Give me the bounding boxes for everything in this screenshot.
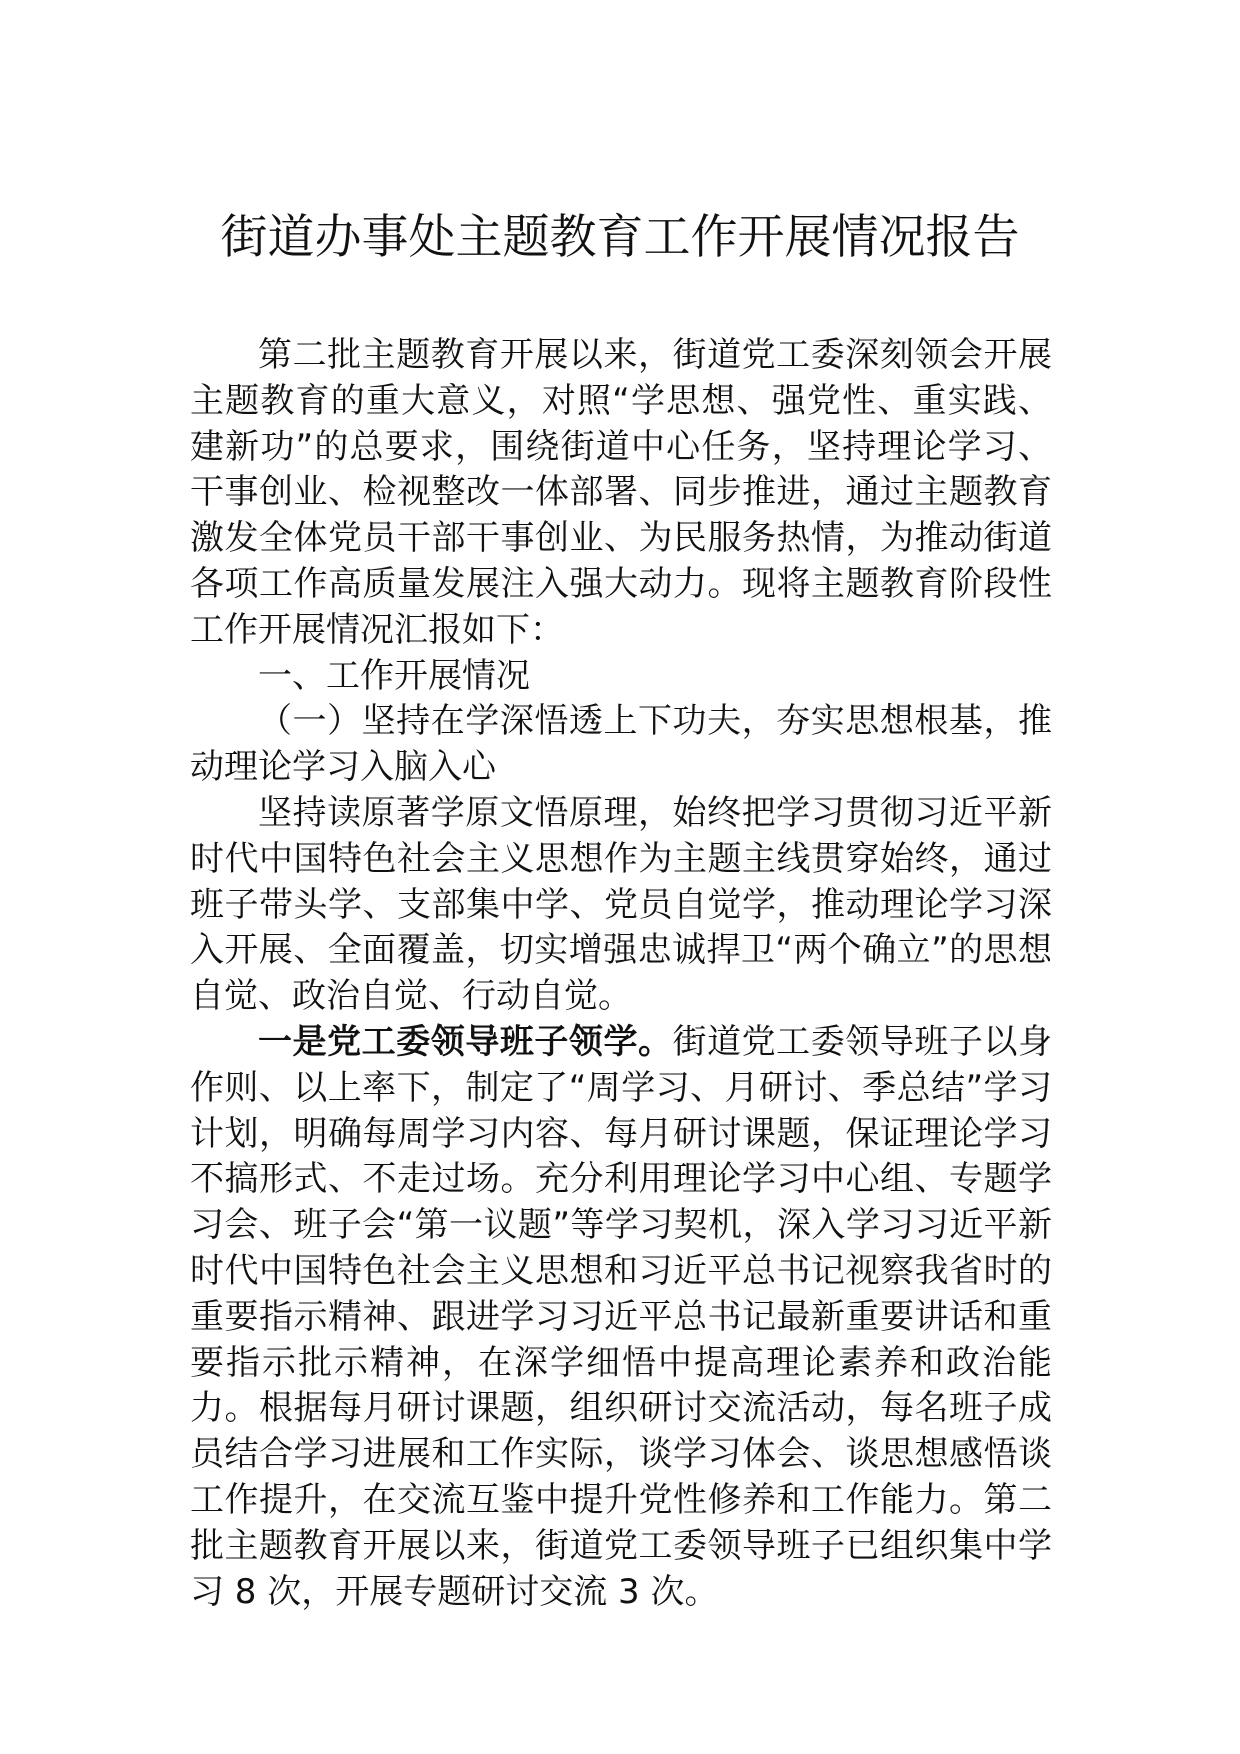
subsection-paragraph: 坚持读原著学原文悟原理，始终把学习贯彻习近平新时代中国特色社会主义思想作为主题主线贯穿始终，通过班子带头学、支部集中学、党员自觉学，推动理论学习深入开展、全面覆盖，切实增强忠诚捍卫“两个确立”的思想自觉、政治自觉、行动自觉。 <box>190 792 1052 1017</box>
point-lead: 一是党工委领导班子领学。 <box>258 1021 673 1062</box>
section-heading: 一、工作开展情况 <box>258 655 530 696</box>
subsection-heading: （一）坚持在学深悟透上下功夫，夯实思想根基，推动理论学习入脑入心 <box>190 701 1052 788</box>
point-body: 街道党工委领导班子以身作则、以上率下，制定了“周学习、月研讨、季总结”学习计划，明确每周学习内容、每月研讨课题，保证理论学习不搞形式、不走过场。充分利用理论学习中心组、专题学习会、班子会“第一议题”等学习契机，深入学习习近平新时代中国特色社会主义思想和习近平总书记视察我省时的重要指示精神、跟进学习习近平总书记最新重要讲话和重要指示批示精神，在深学细悟中提高理论素养和政治能力。根据每月研讨课题，组织研讨交流活动，每名班子成员结合学习进展和工作实际，谈学习体会、谈思想感悟谈工作提升，在交流互鉴中提升党性修养和工作能力。第二批主题教育开展以来，街道党工委领导班子已组织集中学习 8 次，开展专题研讨交流 3 次。 <box>190 1021 1053 1612</box>
point-paragraph <box>190 1020 1052 1615</box>
document-title: 街道办事处主题教育工作开展情况报告 <box>220 210 1020 265</box>
intro-paragraph: 第二批主题教育开展以来，街道党工委深刻领会开展主题教育的重大意义，对照“学思想、强党性、重实践、建新功”的总要求，围绕街道中心任务，坚持理论学习、干事创业、检视整改一体部署、同步推进，通过主题教育激发全体党员干部干事创业、为民服务热情，为推动街道各项工作高质量发展注入强大动力。现将主题教育阶段性工作开展情况汇报如下： <box>190 335 1052 650</box>
document-body <box>190 333 1052 1615</box>
